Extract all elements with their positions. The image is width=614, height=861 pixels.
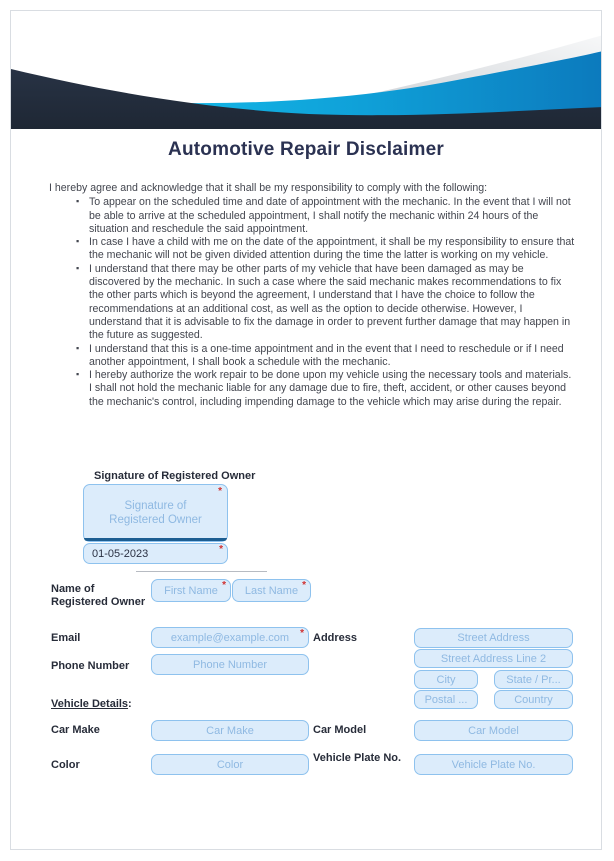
phone-wrap (151, 654, 309, 675)
email-wrap (151, 627, 309, 648)
vehicle-details-heading-colon: : (128, 698, 132, 710)
first-name-input[interactable] (151, 579, 231, 602)
phone-label: Phone Number (51, 660, 130, 672)
postal-wrap (414, 690, 478, 709)
form-page (10, 10, 602, 850)
first-name-required-marker: * (222, 580, 226, 591)
plate-wrap (414, 754, 573, 775)
postal-input[interactable] (414, 690, 478, 709)
first-name-wrap (151, 579, 231, 602)
state-input[interactable] (494, 670, 573, 689)
city-wrap (414, 670, 478, 689)
disclaimer-bullet: ▪ I understand that there may be other parts of my vehicle that have been damaged as may be discovered by the mechanic. In such a case where the said mechanic makes recommendations to fix the other parts which is beyond the agreement, I understand that I have the choice to follow the recommendations at an additional cost, as well as the option to decide otherwise. However, I understand that it is advisable to fix the damage in order to prevent further damage that may happen in the future as suggested. (76, 263, 576, 343)
email-input[interactable] (151, 627, 309, 648)
signature-section-label: Signature of Registered Owner (94, 470, 256, 482)
country-wrap (494, 690, 573, 709)
color-input[interactable] (151, 754, 309, 775)
city-input[interactable] (414, 670, 478, 689)
last-name-input[interactable] (232, 579, 311, 602)
disclaimer-text (49, 182, 576, 409)
signature-date-wrap (83, 543, 228, 564)
last-name-wrap (232, 579, 311, 602)
signature-pad-placeholder: Signature of Registered Owner (109, 500, 202, 526)
vehicle-details-heading (51, 698, 132, 710)
state-wrap (494, 670, 573, 689)
signature-line (84, 538, 227, 541)
car-model-input[interactable] (414, 720, 573, 741)
page-title: Automotive Repair Disclaimer (168, 139, 444, 160)
plate-label: Vehicle Plate No. (313, 752, 402, 764)
signature-required-marker: * (218, 486, 222, 497)
color-label: Color (51, 759, 80, 771)
car-model-label: Car Model (313, 724, 367, 736)
disclaimer-bullet: ▪ To appear on the scheduled time and date of appointment with the mechanic. In the event that I will not be able to arrive at the scheduled appointment, I shall notify the mechanic within 24 hours of the situation and reschedule the said appointment. (76, 196, 576, 236)
section-divider (136, 571, 267, 572)
street-address2-wrap (414, 649, 573, 668)
email-label: Email (51, 632, 81, 644)
disclaimer-bullet-list (49, 196, 576, 409)
signature-date-field[interactable] (83, 543, 228, 564)
header-wave-graphic (11, 21, 602, 129)
street-address-wrap (414, 628, 573, 648)
address-label: Address (313, 632, 358, 644)
signature-pad[interactable] (83, 484, 228, 542)
vehicle-details-heading-text: Vehicle Details (51, 698, 129, 710)
disclaimer-bullet: ▪ I understand that this is a one-time appointment and in the event that I need to reschedule or if I need another appointment, I shall book a schedule with the mechanic. (76, 343, 576, 370)
disclaimer-bullet: ▪ I hereby authorize the work repair to be done upon my vehicle using the necessary tools and materials. I shall not hold the mechanic liable for any damage due to fire, theft, accident, or other causes beyond the mechanic's control, including impending damage to the vehicle which may arise during the repair. (76, 369, 576, 409)
plate-input[interactable] (414, 754, 573, 775)
disclaimer-intro: I hereby agree and acknowledge that it shall be my responsibility to comply with the following: (49, 182, 488, 194)
color-wrap (151, 754, 309, 775)
phone-input[interactable] (151, 654, 309, 675)
country-input[interactable] (494, 690, 573, 709)
date-required-marker: * (219, 544, 223, 555)
disclaimer-bullet: ▪ In case I have a child with me on the date of the appointment, it shall be my responsibility to ensure that the mechanic will not be given divided attention during the time the latter is working on my vehicle. (76, 236, 576, 263)
car-model-wrap (414, 720, 573, 741)
street-address2-input[interactable] (414, 649, 573, 668)
car-make-input[interactable] (151, 720, 309, 741)
owner-name-label: Name of Registered Owner (51, 583, 146, 608)
street-address-input[interactable] (414, 628, 573, 648)
car-make-label: Car Make (51, 724, 100, 736)
last-name-required-marker: * (302, 580, 306, 591)
car-make-wrap (151, 720, 309, 741)
email-required-marker: * (300, 628, 304, 639)
